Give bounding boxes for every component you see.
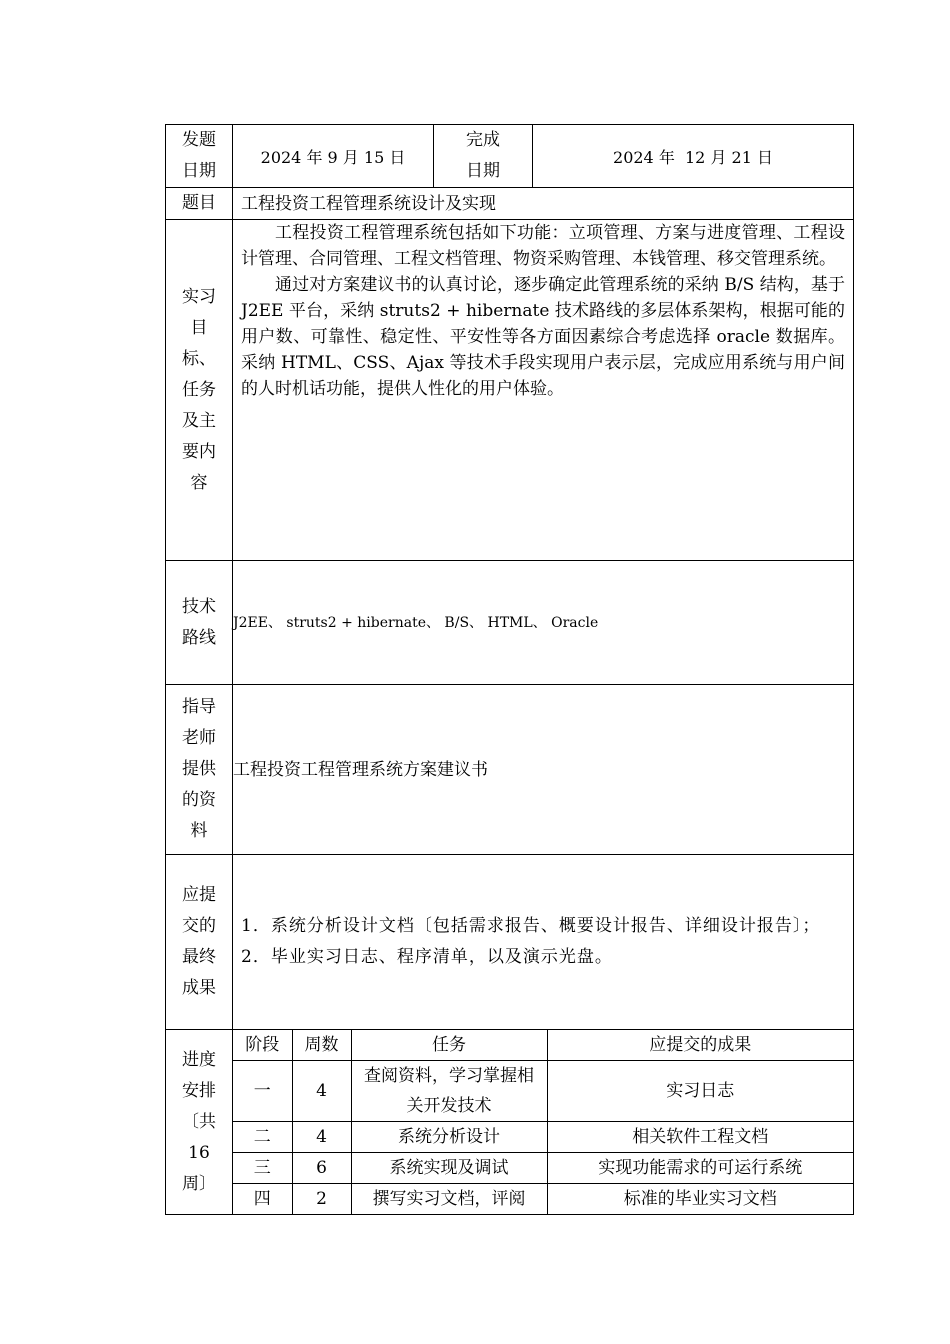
- results-content: [233, 855, 854, 1030]
- schedule-row-4: [233, 1184, 853, 1215]
- start-date-value: 2024 年 9 月 15 日: [233, 125, 434, 188]
- end-date-label: [434, 125, 533, 188]
- schedule-header-weeks: 周数: [292, 1030, 351, 1061]
- goals-content: [233, 220, 854, 561]
- tech-label: [166, 561, 233, 685]
- goals-label: [166, 220, 233, 561]
- schedule-header-deliverable: 应提交的成果: [547, 1030, 853, 1061]
- schedule-label: [166, 1030, 233, 1215]
- results-item-1: 1．系统分析设计文档〔包括需求报告、概要设计报告、详细设计报告〕；: [241, 916, 821, 936]
- schedule-weeks: 6: [292, 1153, 351, 1184]
- schedule-stage: 二: [233, 1122, 292, 1153]
- schedule-deliverable: 实现功能需求的可运行系统: [547, 1153, 853, 1184]
- schedule-header-row: [233, 1030, 853, 1061]
- topic-row: [166, 188, 854, 220]
- schedule-row-3: [233, 1153, 853, 1184]
- goals-paragraph-1: 工程投资工程管理系统包括如下功能：立项管理、方案与进度管理、工程设计管理、合同管理、工程文档管理、物资采购管理、本钱管理、移交管理系统。: [241, 223, 845, 269]
- tech-row: [166, 561, 854, 685]
- start-date-label: [166, 125, 233, 188]
- schedule-header-task: 任务: [351, 1030, 547, 1061]
- materials-label: [166, 685, 233, 855]
- materials-label-text: 指导老师提供的资料: [182, 697, 216, 841]
- schedule-deliverable: 相关软件工程文档: [547, 1122, 853, 1153]
- materials-value: 工程投资工程管理系统方案建议书: [233, 685, 854, 855]
- dates-row: [166, 125, 854, 188]
- goals-paragraph-2: 通过对方案建议书的认真讨论，逐步确定此管理系统的采纳 B/S 结构，基于 J2EE 平台，采纳 struts2 + hibernate 技术路线的多层体系架构，根据可能的用户数、可靠性、稳定性、平安性等各方面因素综合考虑选择 oracle 数据库。采纳 HTML、CSS、Ajax 等技术手段实现用户表示层，完成应用系统与用户间的人时机话功能，提供人性化的用户体验。: [241, 275, 845, 399]
- results-row: [166, 855, 854, 1030]
- results-label-text: 应提交的最终成果: [182, 885, 216, 998]
- topic-label: 题目: [166, 188, 233, 220]
- schedule-task-text: 查阅资料，学习掌握相关开发技术: [364, 1066, 534, 1116]
- materials-row: [166, 685, 854, 855]
- goals-label-text: 实习目标、任务及主要内容: [182, 286, 216, 493]
- goals-row: [166, 220, 854, 561]
- results-item-2: 2．毕业实习日志、程序清单，以及演示光盘。: [241, 947, 613, 967]
- schedule-deliverable: 标准的毕业实习文档: [547, 1184, 853, 1215]
- schedule-weeks: 4: [292, 1122, 351, 1153]
- schedule-cell: [233, 1030, 854, 1215]
- schedule-task: 系统实现及调试: [351, 1153, 547, 1184]
- schedule-table: [233, 1030, 853, 1214]
- schedule-task: 撰写实习文档，评阅: [351, 1184, 547, 1215]
- schedule-task: 系统分析设计: [351, 1122, 547, 1153]
- schedule-stage: 四: [233, 1184, 292, 1215]
- results-label: [166, 855, 233, 1030]
- task-form: [165, 124, 853, 1215]
- schedule-stage: 一: [233, 1061, 292, 1122]
- schedule-weeks: 2: [292, 1184, 351, 1215]
- schedule-deliverable: 实习日志: [547, 1061, 853, 1122]
- tech-value: J2EE、 struts2 + hibernate、 B/S、 HTML、 Oracle: [233, 561, 854, 685]
- schedule-label-text: 进度安排〔共16周〕: [182, 1049, 216, 1194]
- schedule-row-1: [233, 1061, 853, 1122]
- schedule-header-stage: 阶段: [233, 1030, 292, 1061]
- schedule-row-2: [233, 1122, 853, 1153]
- schedule-row: [166, 1030, 854, 1215]
- schedule-task: [351, 1061, 547, 1122]
- schedule-stage: 三: [233, 1153, 292, 1184]
- schedule-weeks: 4: [292, 1061, 351, 1122]
- tech-label-text: 技术路线: [182, 596, 216, 648]
- topic-value: 工程投资工程管理系统设计及实现: [233, 188, 854, 220]
- end-date-value: 2024 年 12 月 21 日: [533, 125, 854, 188]
- end-date-label-text: 完成日期: [466, 130, 500, 181]
- start-date-label-text: 发题日期: [182, 130, 216, 181]
- task-table: [165, 124, 854, 1215]
